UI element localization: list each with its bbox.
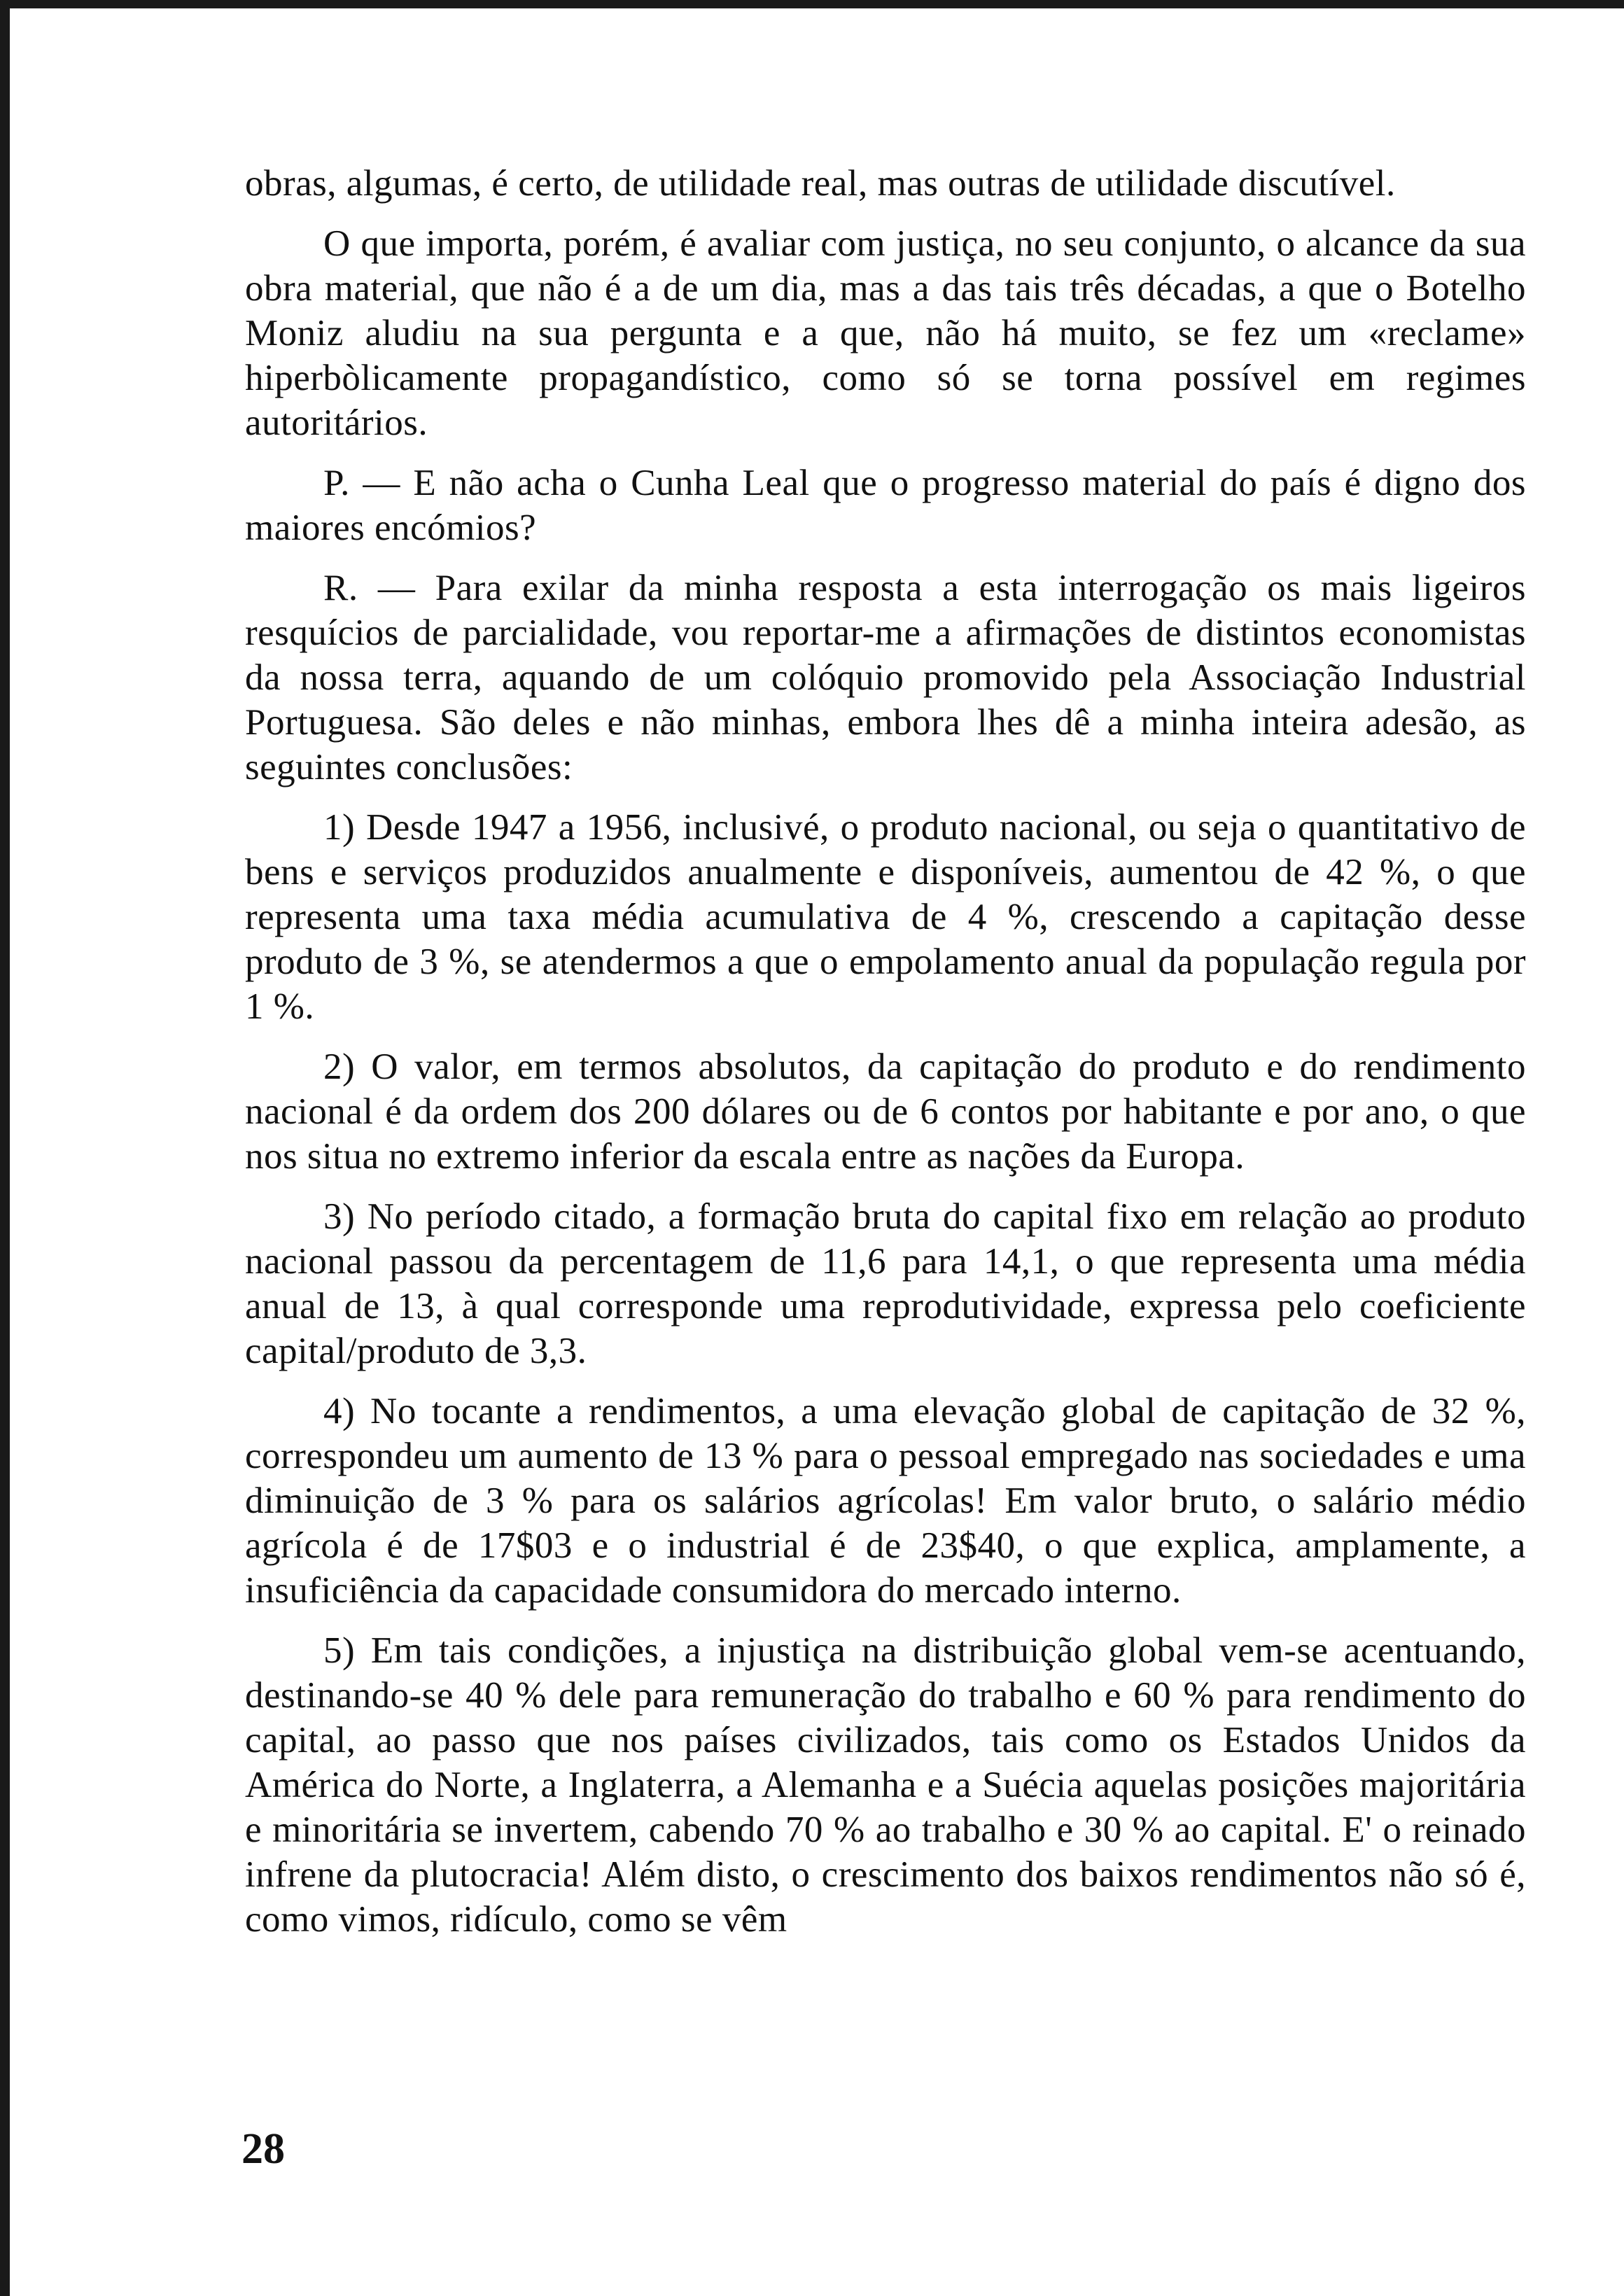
scan-border-left bbox=[0, 0, 10, 2296]
scan-border-top bbox=[0, 0, 1624, 8]
paragraph-obra-material: O que importa, porém, é avaliar com justiça, no seu conjunto, o alcance da sua obra material, que não é a de um dia, mas a das tais três décadas, a que o Botelho Moniz aludiu na sua pergunta e a que, não há muito, se fez um «reclame» hiperbòlicamente propagandístico, como só se torna possível em regimes autoritários. bbox=[245, 223, 1526, 443]
conclusion-item-2: 2) O valor, em termos absolutos, da capitação do produto e do rendimento nacional é da ordem dos 200 dólares ou de 6 contos por habitante e por ano, o que nos situa no extremo inferior da escala entre as nações da Europa. bbox=[245, 1046, 1526, 1177]
paragraph-continuation: obras, algumas, é certo, de utilidade real, mas outras de utilidade discutível. bbox=[245, 163, 1396, 204]
page-body bbox=[245, 161, 1526, 1957]
conclusion-item-1: 1) Desde 1947 a 1956, inclusivé, o produto nacional, ou seja o quantitativo de bens e serviços produzidos anualmente e disponíveis, aumentou de 42 %, o que representa uma taxa média acumulativa de 4 %, crescendo a capitação desse produto de 3 %, se atendermos a que o empolamento anual da população regula por 1 %. bbox=[245, 807, 1526, 1027]
conclusion-item-4: 4) No tocante a rendimentos, a uma elevação global de capitação de 32 %, correspondeu um aumento de 13 % para o pessoal empregado nas sociedades e uma diminuição de 3 % para os salários agrícolas! Em valor bruto, o salário médio agrícola é de 17$03 e o industrial é de 23$40, o que explica, amplamente, a insuficiência da capacidade consumidora do mercado interno. bbox=[245, 1391, 1526, 1611]
paragraph-question: P. — E não acha o Cunha Leal que o progresso material do país é digno dos maiores encómios? bbox=[245, 463, 1526, 548]
page-number: 28 bbox=[241, 2125, 285, 2173]
conclusion-item-5: 5) Em tais condições, a injustiça na distribuição global vem-se acentuando, destinando-se 40 % dele para remuneração do trabalho e 60 % para rendimento do capital, ao passo que nos países civilizados, tais como os Estados Unidos da América do Norte, a Inglaterra, a Alemanha e a Suécia aquelas posições majoritária e minoritária se invertem, cabendo 70 % ao trabalho e 30 % ao capital. E' o reinado infrene da plutocracia! Além disto, o crescimento dos baixos rendimentos não só é, como vimos, ridículo, como se vêm bbox=[245, 1630, 1526, 1940]
paragraph-answer: R. — Para exilar da minha resposta a esta interrogação os mais ligeiros resquícios de parcialidade, vou reportar-me a afirmações de distintos economistas da nossa terra, aquando de um colóquio promovido pela Associação Industrial Portuguesa. São deles e não minhas, embora lhes dê a minha inteira adesão, as seguintes conclusões: bbox=[245, 568, 1526, 788]
conclusion-item-3: 3) No período citado, a formação bruta do capital fixo em relação ao produto nacional passou da percentagem de 11,6 para 14,1, o que representa uma média anual de 13, à qual corresponde uma reprodutividade, expressa pelo coeficiente capital/produto de 3,3. bbox=[245, 1196, 1526, 1371]
